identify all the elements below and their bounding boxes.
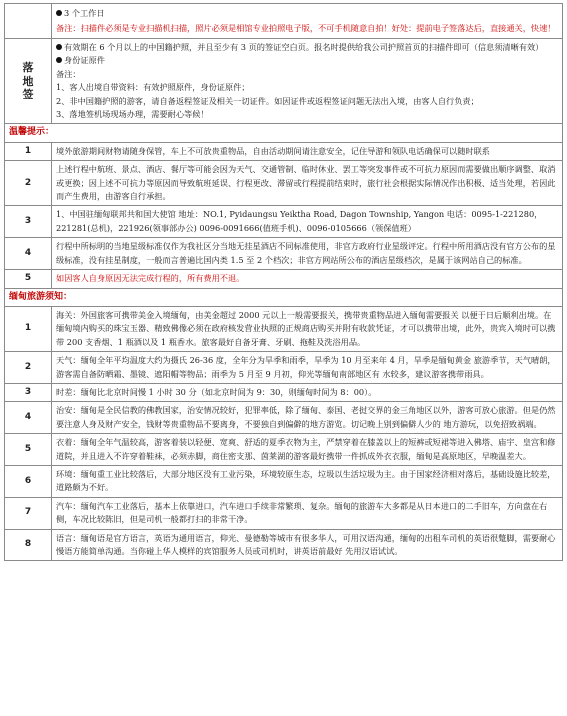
row-text: 环境：缅甸重工业比较落后，大部分地区没有工业污染，环境较原生态，垃圾以生活垃圾为主。由于国家经济相对落后，基础设施比较差，道路颇为不好。 bbox=[52, 465, 563, 497]
landing-visa-row bbox=[5, 39, 563, 124]
row-text: 衣着：缅甸全年气温较高，游客着装以轻便、宽爽、舒适的夏季衣物为主，严禁穿着在膝盖以上的短裤或短裙等进入佛塔、庙宇、皇宫和修道院，并且进入不许穿着鞋袜，必须赤脚，商住密支那、茵莱湖的游客最好携带一件抓成外衣衣服，缅甸是高原地区，早晚温差大。 bbox=[52, 434, 563, 466]
remark-3: 3、落地签机场现场办理，需要耐心等候！ bbox=[56, 109, 209, 120]
row-text: 治安：缅甸是全民信教的佛教国家，治安情况较好，犯罪率低，除了缅甸、泰国、老挝交界的金三角地区以外，游客可放心旅游。但是仍然要注意人身及财产安全，钱财等贵重物品不要离身，不要独自到偏僻的地方游览。切记晚上别到偏僻人少的 地方游玩，以免招致祸端。 bbox=[52, 402, 563, 434]
bullet-icon bbox=[56, 57, 62, 63]
row-number: 4 bbox=[5, 402, 52, 434]
remark-2: 2、非中国籍护照的游客，请自备返程签证及相关一切证件。如因证件或返程签证问题无法出入境，由客人自行负责； bbox=[56, 95, 479, 106]
row-text: 境外旅游期间财物请随身保管，车上不可放贵重物品，自由活动期间请注意安全，记住导游和领队电话确保可以随时联系 bbox=[52, 142, 563, 160]
section-title-notice: 缅甸旅游须知： bbox=[5, 288, 563, 306]
table-row bbox=[5, 434, 563, 466]
row-number: 5 bbox=[5, 434, 52, 466]
scan-note: 备注：扫描件必须是专业扫描机扫描，照片必须是相馆专业拍照电子版，不可手机随意自拍！好处：提前电子签落达后，直接通关，快速！ bbox=[56, 23, 556, 33]
row-text: 上述行程中航班、景点、酒店、餐厅等可能会因为天气、交通管制、临时休业、罢工等突发事件或不可抗力原因而需要做出顺序调整、取消或更换；因上述不可抗力等原因而导致航班延误、行程更改、滞留或行程提前结束时，旅行社会根据实际情况作出积极、适当处理，若因此而产生费用，由游客自行承担。 bbox=[52, 161, 563, 206]
table-row bbox=[5, 529, 563, 561]
row-text: 天气：缅甸全年平均温度大约为摄氏 26-36 度，全年分为旱季和雨季，旱季为 10 月至来年 4 月，旱季是缅甸黄金 旅游季节，天气晴朗，游客需自备防晒霜、墨镜、遮阳帽等物品；雨季为 5 月至 9 月初，仰光等缅甸南部地区有 水较多，建议游客携带雨具。 bbox=[52, 352, 563, 384]
row-number: 2 bbox=[5, 161, 52, 206]
landing-visa-label: 落 地 签 bbox=[5, 39, 52, 124]
row-text: 如因客人自身原因无法完成行程的，所有费用不退。 bbox=[52, 270, 563, 288]
row-text: 1、中国驻缅甸联邦共和国大使馆 地址：NO.1, Pyidaungsu Yeiktha Road, Dagon Township, Yangon 电话：0095-1-221280，221281(总机)，221926(领事部办公) 0096-0091666(值班手机)、0096-0105666（领保值班） bbox=[52, 206, 563, 238]
visa-processing-row bbox=[5, 4, 563, 39]
table-row bbox=[5, 270, 563, 288]
table-row bbox=[5, 306, 563, 351]
notice-section-header bbox=[5, 288, 563, 306]
row-number: 1 bbox=[5, 306, 52, 351]
table-row bbox=[5, 206, 563, 238]
passport-requirement: 有效期在 6 个月以上的中国籍护照，并且至少有 3 页的签证空白页。报名时提供给我公司护照首页的扫描件即可（信息须清晰有效） bbox=[64, 42, 544, 52]
row-number: 3 bbox=[5, 206, 52, 238]
table-row bbox=[5, 383, 563, 401]
row-text: 汽车：缅甸汽车工业落后，基本上依靠进口，汽车进口手续非常繁琐、复杂。缅甸的旅游车大多都是从日本进口的二手旧车，方向盘在右侧，车况比较陈旧，但是司机一般都打扫的非常干净。 bbox=[52, 497, 563, 529]
row-number: 4 bbox=[5, 238, 52, 270]
table-row bbox=[5, 497, 563, 529]
id-card-requirement: 身份证原件 bbox=[64, 55, 105, 66]
row-number: 3 bbox=[5, 383, 52, 401]
row-number: 8 bbox=[5, 529, 52, 561]
table-row bbox=[5, 161, 563, 206]
row-text: 时差：缅甸比北京时间慢 1 小时 30 分（如北京时间为 9：30，则缅甸时间为 8：00）。 bbox=[52, 383, 563, 401]
row-number: 2 bbox=[5, 352, 52, 384]
processing-time: 3 个工作日 bbox=[64, 8, 105, 18]
bullet-icon bbox=[56, 10, 62, 16]
table-row bbox=[5, 142, 563, 160]
remark-1: 1、客人出境自带资料：有效护照原件，身份证原件； bbox=[56, 82, 250, 93]
itinerary-table bbox=[4, 3, 563, 561]
row-text: 语言：缅甸语是官方语言，英语为通用语言，仰光、曼德勒等城市有很多华人，可用汉语沟通，缅甸的出租车司机的英语很蹩脚，需要耐心慢语方能简单沟通。当你碰上华人模样的宾馆服务人员或司机时，讲英语前最好 先用汉语试试。 bbox=[52, 529, 563, 561]
table-row bbox=[5, 402, 563, 434]
row-text: 海关：外国旅客可携带美金入境缅甸，由美金超过 2000 元以上一般需要报关，携带贵重物品进入缅甸需要报关 以便于日后顺利出境。在缅甸境内购买的珠宝玉器、精致佛像必须在政府核发营业执照的正规商店购买并附有收款凭证，才可以携带出境，此外，贵宾入境时可以携带 200 支香烟、1 瓶酒以及 1 瓶香水。旅客最好自备牙膏、牙刷、拖鞋及洗浴用品。 bbox=[52, 306, 563, 351]
bullet-icon bbox=[56, 44, 62, 50]
row-number: 5 bbox=[5, 270, 52, 288]
section-title-tips: 温馨提示： bbox=[5, 124, 563, 142]
remarks-label: 备注： bbox=[56, 68, 81, 79]
row-number: 1 bbox=[5, 142, 52, 160]
table-row bbox=[5, 238, 563, 270]
row-number: 7 bbox=[5, 497, 52, 529]
tips-section-header bbox=[5, 124, 563, 142]
row-text: 行程中所标明的当地星级标准仅作为我社区分当地无挂星酒店不同标准使用，非官方政府行业星级评定。行程中所用酒店没有官方公布的星级标准，没有挂星制度，一般而言普遍比国内类 1.5 至 2 个档次；非官方网站所公布的酒店星级档次，是属于该网站自己的标准。 bbox=[52, 238, 563, 270]
table-row bbox=[5, 352, 563, 384]
table-row bbox=[5, 465, 563, 497]
row-number: 6 bbox=[5, 465, 52, 497]
